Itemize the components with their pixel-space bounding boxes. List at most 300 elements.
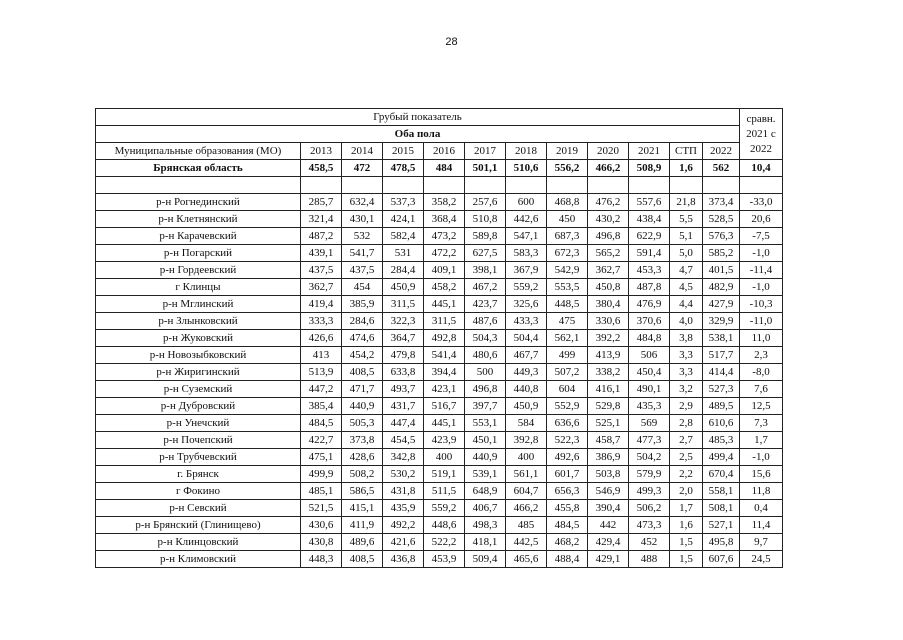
- value-cell: 5,5: [670, 211, 703, 228]
- empty-cell: [547, 177, 588, 194]
- value-cell: 490,1: [629, 381, 670, 398]
- table-row: [96, 381, 783, 398]
- municipality-cell: р-н Брянский (Глинищево): [96, 517, 301, 534]
- value-cell: 541,7: [342, 245, 383, 262]
- empty-cell: [670, 177, 703, 194]
- municipality-cell: р-н Погарский: [96, 245, 301, 262]
- value-cell: 438,4: [629, 211, 670, 228]
- value-cell: 1,7: [740, 432, 783, 449]
- value-cell: 311,5: [424, 313, 465, 330]
- value-cell: 448,5: [547, 296, 588, 313]
- value-cell: 414,4: [703, 364, 740, 381]
- value-cell: 448,6: [424, 517, 465, 534]
- value-cell: 468,2: [547, 534, 588, 551]
- value-cell: 492,2: [383, 517, 424, 534]
- value-cell: 485: [506, 517, 547, 534]
- value-cell: 488: [629, 551, 670, 568]
- value-cell: 508,1: [703, 500, 740, 517]
- value-cell: 538,1: [703, 330, 740, 347]
- value-cell: 565,2: [588, 245, 629, 262]
- empty-cell: [342, 177, 383, 194]
- region-total-row: [96, 160, 783, 177]
- table-row: [96, 517, 783, 534]
- value-cell: 7,3: [740, 415, 783, 432]
- municipality-cell: г. Брянск: [96, 466, 301, 483]
- value-cell: 448,3: [301, 551, 342, 568]
- value-cell: 478,5: [383, 160, 424, 177]
- value-cell: 522,3: [547, 432, 588, 449]
- value-cell: 484,5: [301, 415, 342, 432]
- value-cell: 1,6: [670, 517, 703, 534]
- table-row: [96, 228, 783, 245]
- value-cell: 1,5: [670, 551, 703, 568]
- value-cell: 475: [547, 313, 588, 330]
- spacer-row: [96, 177, 783, 194]
- value-cell: 5,0: [670, 245, 703, 262]
- value-cell: 390,4: [588, 500, 629, 517]
- empty-cell: [740, 177, 783, 194]
- value-cell: -8,0: [740, 364, 783, 381]
- value-cell: 488,4: [547, 551, 588, 568]
- municipality-cell: р-н Почепский: [96, 432, 301, 449]
- value-cell: 499,3: [629, 483, 670, 500]
- value-cell: 429,1: [588, 551, 629, 568]
- value-cell: 445,1: [424, 415, 465, 432]
- header-both-sexes: Оба пола: [96, 126, 740, 143]
- value-cell: 576,3: [703, 228, 740, 245]
- value-cell: 458,5: [301, 160, 342, 177]
- value-cell: 458,7: [588, 432, 629, 449]
- value-cell: 447,4: [383, 415, 424, 432]
- value-cell: 400: [506, 449, 547, 466]
- value-cell: 607,6: [703, 551, 740, 568]
- municipality-cell: г Клинцы: [96, 279, 301, 296]
- value-cell: 1,7: [670, 500, 703, 517]
- value-cell: 413,9: [588, 347, 629, 364]
- municipality-cell: р-н Гордеевский: [96, 262, 301, 279]
- value-cell: 437,5: [301, 262, 342, 279]
- value-cell: 610,6: [703, 415, 740, 432]
- value-cell: -10,3: [740, 296, 783, 313]
- value-cell: -1,0: [740, 245, 783, 262]
- value-cell: 427,9: [703, 296, 740, 313]
- empty-cell: [465, 177, 506, 194]
- value-cell: 445,1: [424, 296, 465, 313]
- value-cell: 504,4: [506, 330, 547, 347]
- value-cell: 440,9: [342, 398, 383, 415]
- value-cell: 362,7: [301, 279, 342, 296]
- value-cell: 15,6: [740, 466, 783, 483]
- value-cell: 553,1: [465, 415, 506, 432]
- value-cell: 1,5: [670, 534, 703, 551]
- value-cell: 442,6: [506, 211, 547, 228]
- column-header: 2020: [588, 143, 629, 160]
- column-header: 2019: [547, 143, 588, 160]
- value-cell: 656,3: [547, 483, 588, 500]
- value-cell: 466,2: [506, 500, 547, 517]
- value-cell: 450,1: [465, 432, 506, 449]
- municipality-cell: р-н Злынковский: [96, 313, 301, 330]
- table-row: [96, 432, 783, 449]
- value-cell: 473,2: [424, 228, 465, 245]
- value-cell: 527,1: [703, 517, 740, 534]
- value-cell: 506: [629, 347, 670, 364]
- value-cell: -7,5: [740, 228, 783, 245]
- header-compare: сравн. 2021 с 2022: [740, 109, 783, 160]
- municipality-cell: р-н Суземский: [96, 381, 301, 398]
- municipality-cell: р-н Новозыбковский: [96, 347, 301, 364]
- value-cell: 430,6: [301, 517, 342, 534]
- column-header-row: [96, 143, 783, 160]
- column-header: 2022: [703, 143, 740, 160]
- column-header: 2017: [465, 143, 506, 160]
- value-cell: 472: [342, 160, 383, 177]
- value-cell: 584: [506, 415, 547, 432]
- value-cell: 454: [342, 279, 383, 296]
- value-cell: 487,6: [465, 313, 506, 330]
- value-cell: 510,8: [465, 211, 506, 228]
- empty-cell: [96, 177, 301, 194]
- value-cell: 471,7: [342, 381, 383, 398]
- value-cell: 437,5: [342, 262, 383, 279]
- value-cell: 582,4: [383, 228, 424, 245]
- value-cell: 430,8: [301, 534, 342, 551]
- municipality-cell: р-н Жиригинский: [96, 364, 301, 381]
- value-cell: 476,2: [588, 194, 629, 211]
- value-cell: 492,8: [424, 330, 465, 347]
- value-cell: 436,8: [383, 551, 424, 568]
- value-cell: 368,4: [424, 211, 465, 228]
- value-cell: 409,1: [424, 262, 465, 279]
- value-cell: 521,5: [301, 500, 342, 517]
- value-cell: 4,5: [670, 279, 703, 296]
- table-row: [96, 245, 783, 262]
- table-row: [96, 449, 783, 466]
- value-cell: 408,5: [342, 364, 383, 381]
- value-cell: 485,3: [703, 432, 740, 449]
- value-cell: 422,7: [301, 432, 342, 449]
- value-cell: 561,1: [506, 466, 547, 483]
- value-cell: 522,2: [424, 534, 465, 551]
- value-cell: 338,2: [588, 364, 629, 381]
- value-cell: 11,4: [740, 517, 783, 534]
- value-cell: 604,7: [506, 483, 547, 500]
- value-cell: 600: [506, 194, 547, 211]
- table-row: [96, 500, 783, 517]
- table-row: [96, 534, 783, 551]
- column-header: 2018: [506, 143, 547, 160]
- value-cell: 583,3: [506, 245, 547, 262]
- value-cell: 442,5: [506, 534, 547, 551]
- column-header: 2015: [383, 143, 424, 160]
- municipality-cell: Брянская область: [96, 160, 301, 177]
- value-cell: 585,2: [703, 245, 740, 262]
- value-cell: 473,3: [629, 517, 670, 534]
- table-row: [96, 551, 783, 568]
- value-cell: 435,9: [383, 500, 424, 517]
- value-cell: 508,2: [342, 466, 383, 483]
- value-cell: 342,8: [383, 449, 424, 466]
- value-cell: 423,9: [424, 432, 465, 449]
- value-cell: 474,6: [342, 330, 383, 347]
- table-row: [96, 466, 783, 483]
- empty-cell: [383, 177, 424, 194]
- value-cell: 627,5: [465, 245, 506, 262]
- value-cell: 539,1: [465, 466, 506, 483]
- column-header: 2013: [301, 143, 342, 160]
- value-cell: 499: [547, 347, 588, 364]
- value-cell: 477,3: [629, 432, 670, 449]
- municipality-cell: р-н Климовский: [96, 551, 301, 568]
- value-cell: 484,8: [629, 330, 670, 347]
- value-cell: 604: [547, 381, 588, 398]
- value-cell: 579,9: [629, 466, 670, 483]
- value-cell: 493,7: [383, 381, 424, 398]
- value-cell: 416,1: [588, 381, 629, 398]
- value-cell: 466,2: [588, 160, 629, 177]
- value-cell: 373,8: [342, 432, 383, 449]
- value-cell: 487,8: [629, 279, 670, 296]
- value-cell: 322,3: [383, 313, 424, 330]
- value-cell: 562,1: [547, 330, 588, 347]
- value-cell: 423,7: [465, 296, 506, 313]
- value-cell: 4,7: [670, 262, 703, 279]
- value-cell: 453,3: [629, 262, 670, 279]
- value-cell: 569: [629, 415, 670, 432]
- value-cell: 516,7: [424, 398, 465, 415]
- value-cell: 439,1: [301, 245, 342, 262]
- value-cell: 311,5: [383, 296, 424, 313]
- value-cell: 450,9: [383, 279, 424, 296]
- value-cell: 500: [465, 364, 506, 381]
- value-cell: 504,2: [629, 449, 670, 466]
- municipality-cell: р-н Жуковский: [96, 330, 301, 347]
- value-cell: 9,7: [740, 534, 783, 551]
- value-cell: 426,6: [301, 330, 342, 347]
- value-cell: 541,4: [424, 347, 465, 364]
- value-cell: 406,7: [465, 500, 506, 517]
- value-cell: 556,2: [547, 160, 588, 177]
- value-cell: 285,7: [301, 194, 342, 211]
- value-cell: 537,3: [383, 194, 424, 211]
- value-cell: 3,2: [670, 381, 703, 398]
- value-cell: 2,0: [670, 483, 703, 500]
- value-cell: 3,8: [670, 330, 703, 347]
- value-cell: 632,4: [342, 194, 383, 211]
- value-cell: 413: [301, 347, 342, 364]
- value-cell: 11,8: [740, 483, 783, 500]
- value-cell: 472,2: [424, 245, 465, 262]
- value-cell: 257,6: [465, 194, 506, 211]
- value-cell: 400: [424, 449, 465, 466]
- value-cell: 398,1: [465, 262, 506, 279]
- value-cell: 430,1: [342, 211, 383, 228]
- value-cell: 2,3: [740, 347, 783, 364]
- value-cell: 401,5: [703, 262, 740, 279]
- value-cell: 495,8: [703, 534, 740, 551]
- value-cell: 517,7: [703, 347, 740, 364]
- value-cell: 589,8: [465, 228, 506, 245]
- value-cell: 487,2: [301, 228, 342, 245]
- column-header-mo: Муниципальные образования (МО): [96, 143, 301, 160]
- value-cell: 530,2: [383, 466, 424, 483]
- value-cell: 411,9: [342, 517, 383, 534]
- column-header: 2021: [629, 143, 670, 160]
- empty-cell: [424, 177, 465, 194]
- table-row: [96, 364, 783, 381]
- value-cell: 454,2: [342, 347, 383, 364]
- value-cell: 442: [588, 517, 629, 534]
- municipality-cell: р-н Клетнянский: [96, 211, 301, 228]
- value-cell: 484,5: [547, 517, 588, 534]
- value-cell: 321,4: [301, 211, 342, 228]
- value-cell: 506,2: [629, 500, 670, 517]
- value-cell: 450: [547, 211, 588, 228]
- value-cell: 397,7: [465, 398, 506, 415]
- table-row: [96, 262, 783, 279]
- value-cell: 452: [629, 534, 670, 551]
- value-cell: 525,1: [588, 415, 629, 432]
- value-cell: 10,4: [740, 160, 783, 177]
- value-cell: 519,1: [424, 466, 465, 483]
- value-cell: 385,9: [342, 296, 383, 313]
- value-cell: 7,6: [740, 381, 783, 398]
- value-cell: 440,8: [506, 381, 547, 398]
- value-cell: 492,6: [547, 449, 588, 466]
- value-cell: 424,1: [383, 211, 424, 228]
- value-cell: 333,3: [301, 313, 342, 330]
- value-cell: 672,3: [547, 245, 588, 262]
- value-cell: 450,4: [629, 364, 670, 381]
- value-cell: -11,0: [740, 313, 783, 330]
- value-cell: 509,4: [465, 551, 506, 568]
- value-cell: 558,1: [703, 483, 740, 500]
- value-cell: 559,2: [506, 279, 547, 296]
- value-cell: 480,6: [465, 347, 506, 364]
- value-cell: -1,0: [740, 449, 783, 466]
- value-cell: 447,2: [301, 381, 342, 398]
- municipality-cell: р-н Карачевский: [96, 228, 301, 245]
- value-cell: 394,4: [424, 364, 465, 381]
- value-cell: 370,6: [629, 313, 670, 330]
- table-row: [96, 415, 783, 432]
- value-cell: 557,6: [629, 194, 670, 211]
- value-cell: 489,5: [703, 398, 740, 415]
- value-cell: 2,9: [670, 398, 703, 415]
- table-row: [96, 347, 783, 364]
- value-cell: 419,4: [301, 296, 342, 313]
- value-cell: 622,9: [629, 228, 670, 245]
- value-cell: 329,9: [703, 313, 740, 330]
- value-cell: 449,3: [506, 364, 547, 381]
- value-cell: 482,9: [703, 279, 740, 296]
- value-cell: 546,9: [588, 483, 629, 500]
- value-cell: 431,8: [383, 483, 424, 500]
- value-cell: -1,0: [740, 279, 783, 296]
- value-cell: 468,8: [547, 194, 588, 211]
- value-cell: 529,8: [588, 398, 629, 415]
- municipality-cell: г Фокино: [96, 483, 301, 500]
- empty-cell: [629, 177, 670, 194]
- table-row: [96, 330, 783, 347]
- municipality-cell: р-н Севский: [96, 500, 301, 517]
- value-cell: 386,9: [588, 449, 629, 466]
- value-cell: 528,5: [703, 211, 740, 228]
- value-cell: 0,4: [740, 500, 783, 517]
- value-cell: 562: [703, 160, 740, 177]
- value-cell: 489,6: [342, 534, 383, 551]
- value-cell: 392,8: [506, 432, 547, 449]
- value-cell: 467,2: [465, 279, 506, 296]
- table-row: [96, 296, 783, 313]
- page-number: 28: [445, 36, 458, 48]
- value-cell: 450,9: [506, 398, 547, 415]
- value-cell: 531: [383, 245, 424, 262]
- value-cell: 458,2: [424, 279, 465, 296]
- value-cell: 450,8: [588, 279, 629, 296]
- value-cell: 435,3: [629, 398, 670, 415]
- value-cell: 484: [424, 160, 465, 177]
- value-cell: 367,9: [506, 262, 547, 279]
- value-cell: 415,1: [342, 500, 383, 517]
- value-cell: 553,5: [547, 279, 588, 296]
- value-cell: 5,1: [670, 228, 703, 245]
- value-cell: 12,5: [740, 398, 783, 415]
- value-cell: 2,2: [670, 466, 703, 483]
- value-cell: 507,2: [547, 364, 588, 381]
- value-cell: 373,4: [703, 194, 740, 211]
- value-cell: 501,1: [465, 160, 506, 177]
- value-cell: 20,6: [740, 211, 783, 228]
- value-cell: 687,3: [547, 228, 588, 245]
- value-cell: 504,3: [465, 330, 506, 347]
- value-cell: 428,6: [342, 449, 383, 466]
- value-cell: 503,8: [588, 466, 629, 483]
- value-cell: 385,4: [301, 398, 342, 415]
- value-cell: 559,2: [424, 500, 465, 517]
- municipality-cell: р-н Клинцовский: [96, 534, 301, 551]
- value-cell: 330,6: [588, 313, 629, 330]
- empty-cell: [588, 177, 629, 194]
- value-cell: 430,2: [588, 211, 629, 228]
- value-cell: 4,4: [670, 296, 703, 313]
- value-cell: 670,4: [703, 466, 740, 483]
- value-cell: 511,5: [424, 483, 465, 500]
- value-cell: 454,5: [383, 432, 424, 449]
- value-cell: 380,4: [588, 296, 629, 313]
- value-cell: 547,1: [506, 228, 547, 245]
- column-header: 2014: [342, 143, 383, 160]
- header-indicator: Грубый показатель: [96, 109, 740, 126]
- value-cell: 496,8: [588, 228, 629, 245]
- value-cell: 475,1: [301, 449, 342, 466]
- column-header: 2016: [424, 143, 465, 160]
- value-cell: 636,6: [547, 415, 588, 432]
- value-cell: 440,9: [465, 449, 506, 466]
- value-cell: -33,0: [740, 194, 783, 211]
- value-cell: 542,9: [547, 262, 588, 279]
- municipality-cell: р-н Мглинский: [96, 296, 301, 313]
- value-cell: 364,7: [383, 330, 424, 347]
- table-row: [96, 483, 783, 500]
- value-cell: 431,7: [383, 398, 424, 415]
- value-cell: 467,7: [506, 347, 547, 364]
- value-cell: 496,8: [465, 381, 506, 398]
- value-cell: 510,6: [506, 160, 547, 177]
- table-row: [96, 279, 783, 296]
- value-cell: 552,9: [547, 398, 588, 415]
- value-cell: 362,7: [588, 262, 629, 279]
